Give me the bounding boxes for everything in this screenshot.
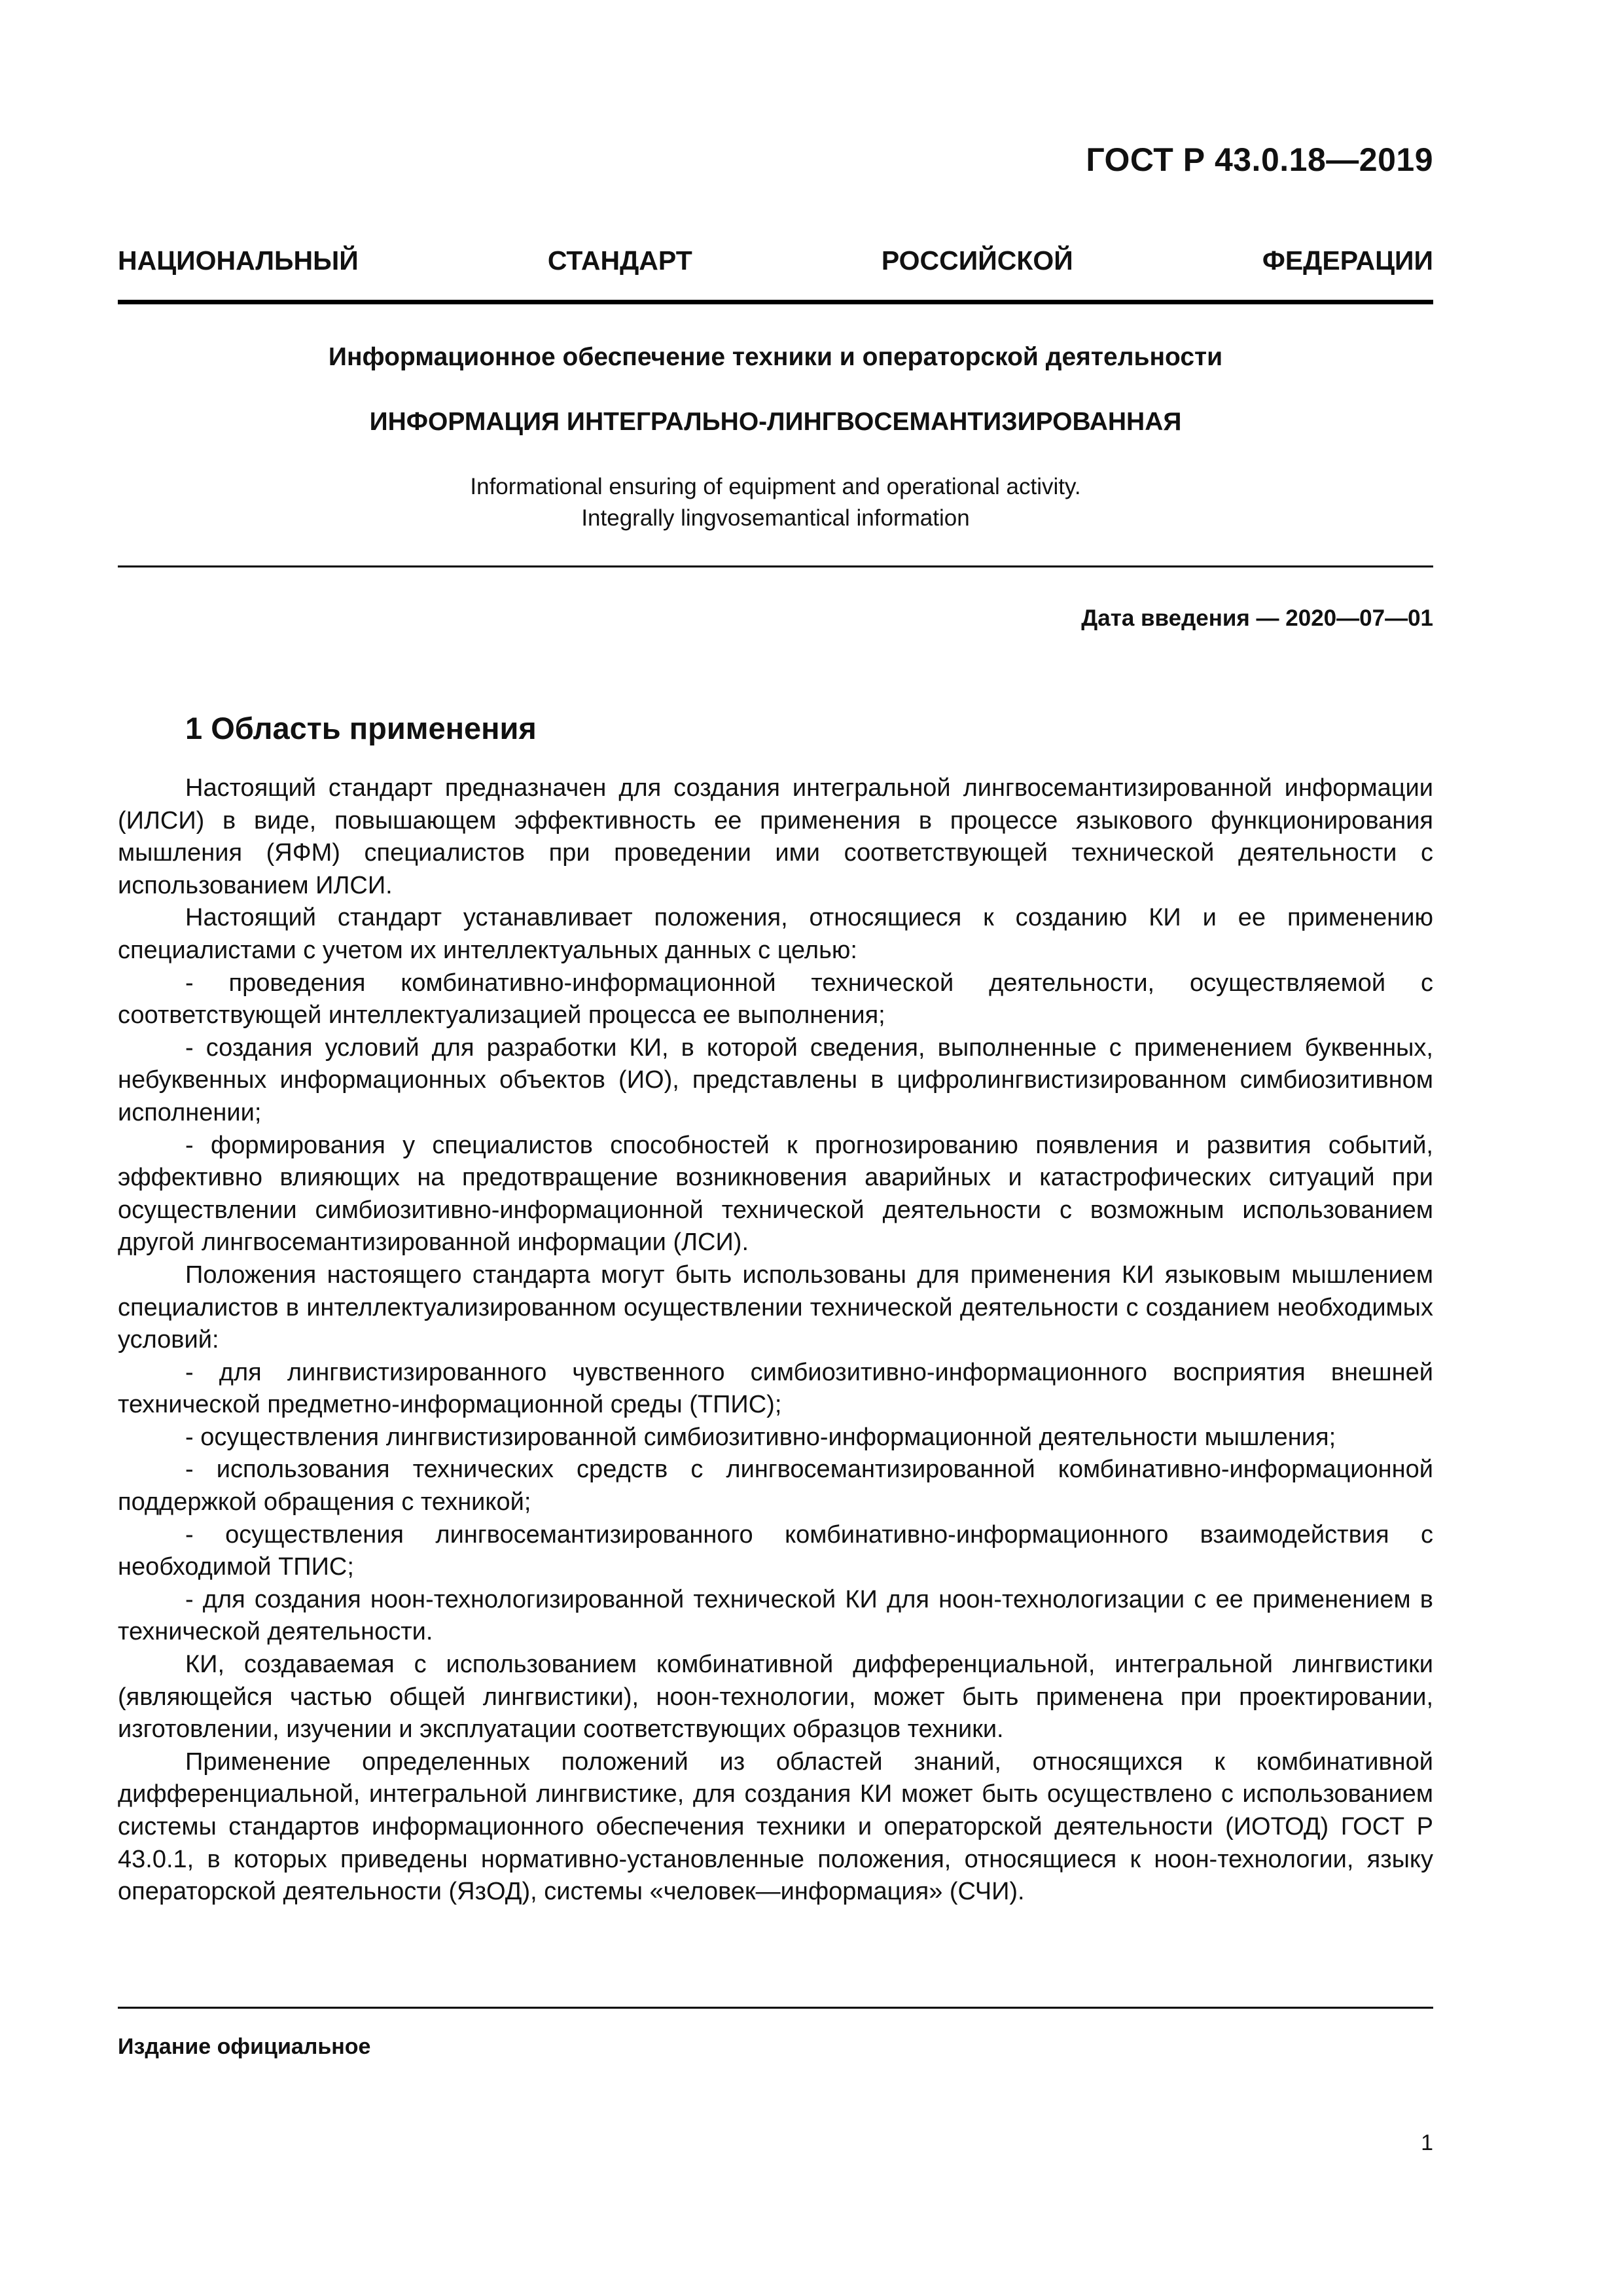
- standard-number: ГОСТ Р 43.0.18—2019: [1086, 141, 1433, 178]
- banner-word: РОССИЙСКОЙ: [881, 245, 1073, 276]
- title-english-line-1: Informational ensuring of equipment and operational activity.: [470, 474, 1081, 499]
- header-divider: [118, 300, 1433, 304]
- paragraph: Положения настоящего стандарта могут быть использованы для применения КИ языковым мышлением специалистов в интеллектуализированном осуществлении технической деятельности с созданием необходимых условий:: [118, 1261, 1433, 1354]
- title-russian-line-1: Информационное обеспечение техники и операторской деятельности: [328, 343, 1223, 371]
- title-russian-line-2: ИНФОРМАЦИЯ ИНТЕГРАЛЬНО-ЛИНГВОСЕМАНТИЗИРОВАННАЯ: [369, 408, 1182, 436]
- banner-word: ФЕДЕРАЦИИ: [1262, 245, 1433, 276]
- page-number: 1: [1421, 2130, 1433, 2155]
- edition-label: Издание официальное: [118, 2034, 371, 2059]
- title-english: [118, 471, 1433, 534]
- list-item: - проведения комбинативно-информационной технической деятельности, осуществляемой с соответствующей интеллектуализацией процесса ее выполнения;: [118, 969, 1433, 1030]
- title-divider: [118, 565, 1433, 567]
- section-heading: 1 Область применения: [185, 711, 537, 745]
- title-english-line-2: Integrally lingvosemantical information: [581, 505, 970, 531]
- list-item: - осуществления лингвосемантизированного комбинативно-информационного взаимодействия с необходимой ТПИС;: [118, 1520, 1433, 1581]
- list-item: - использования технических средств с лингвосемантизированной комбинативно-информационной поддержкой обращения с техникой;: [118, 1456, 1433, 1516]
- list-item: - создания условий для разработки КИ, в которой сведения, выполненные с применением буквенных, небуквенных информационных объектов (ИО), представлены в цифролингвистизированном симбиозитивном исполнении;: [118, 1033, 1433, 1126]
- section-body: [118, 772, 1433, 1909]
- banner-word: СТАНДАРТ: [547, 245, 692, 276]
- national-standard-banner: [118, 245, 1433, 276]
- footer-divider: [118, 2007, 1433, 2009]
- paragraph: КИ, создаваемая с использованием комбинативной дифференциальной, интегральной лингвистики (являющейся частью общей лингвистики), ноон-технологии, может быть применена при проектировании, изготовлении, изучении и эксплуатации соответствующих образцов техники.: [118, 1651, 1433, 1744]
- list-item: - для лингвистизированного чувственного симбиозитивно-информационного восприятия внешней технической предметно-информационной среды (ТПИС);: [118, 1358, 1433, 1419]
- paragraph: Настоящий стандарт устанавливает положения, относящиеся к созданию КИ и ее применению специалистами с учетом их интеллектуальных данных с целью:: [118, 904, 1433, 964]
- list-item: - осуществления лингвистизированной симбиозитивно-информационной деятельности мышления;: [185, 1423, 1336, 1451]
- introduction-date: Дата введения — 2020—07—01: [1081, 605, 1433, 631]
- list-item: - формирования у специалистов способностей к прогнозированию появления и развития событий, эффективно влияющих на предотвращение возникновения аварийных и катастрофических ситуаций при осуществлении симбиозитивно-информационной технической деятельности с возможным использованием другой лингвосемантизированной информации (ЛСИ).: [118, 1131, 1433, 1257]
- paragraph: Настоящий стандарт предназначен для создания интегральной лингвосемантизированной информации (ИЛСИ) в виде, повышающем эффективность ее применения в процессе языкового функционирования мышления (ЯФМ) специалистов при проведении ими соответствующей технической деятельности с использованием ИЛСИ.: [118, 774, 1433, 899]
- banner-word: НАЦИОНАЛЬНЫЙ: [118, 245, 359, 276]
- list-item: - для создания ноон-технологизированной технической КИ для ноон-технологизации с ее применением в технической деятельности.: [118, 1585, 1433, 1646]
- paragraph: Применение определенных положений из областей знаний, относящихся к комбинативной дифференциальной, интегральной лингвистике, для создания КИ может быть осуществлено с использованием системы стандартов информационного обеспечения техники и операторской деятельности (ИОТОД) ГОСТ Р 43.0.1, в которых приведены нормативно-установленные положения, относящиеся к ноон-технологии, языку операторской деятельности (ЯзОД), системы «человек—информация» (СЧИ).: [118, 1748, 1433, 1906]
